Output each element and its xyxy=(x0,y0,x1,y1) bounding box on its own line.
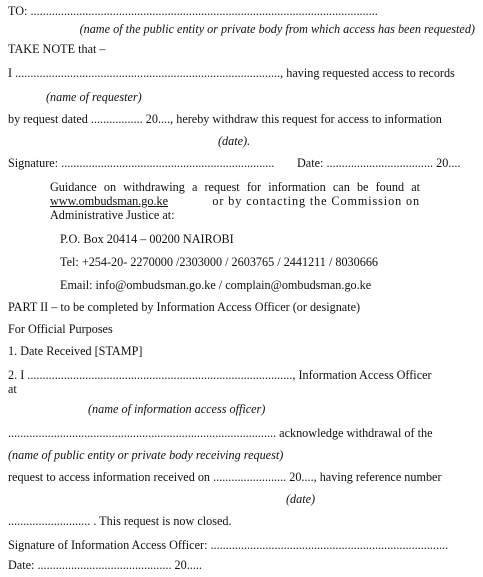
requester-hint: (name of requester) xyxy=(46,90,142,104)
officer-name-line: 2. I ......................................................................................., Information Access Officer xyxy=(8,368,432,382)
part-two-heading: PART II – to be completed by Information Access Officer (or designate) xyxy=(8,300,361,314)
date-received-stamp: 1. Date Received [STAMP] xyxy=(8,344,143,358)
requester-line: I ......................................................................................., having requested access to records xyxy=(8,66,455,80)
entity-hint: (name of public entity or private body receiving request) xyxy=(8,448,284,462)
acknowledge-line: ........................................................................................ acknowledge withdrawal of the xyxy=(8,426,433,440)
email-addresses: Email: info@ombudsman.go.ke / complain@ombudsman.go.ke xyxy=(60,278,372,292)
take-note-heading: TAKE NOTE that – xyxy=(8,42,106,56)
official-purposes-label: For Official Purposes xyxy=(8,322,113,336)
guidance-line-2 xyxy=(50,194,420,208)
to-line: TO: .................................................................................................................. xyxy=(8,4,378,18)
signature-line: Signature: ...................................................................... xyxy=(8,156,275,170)
received-date-hint: (date) xyxy=(286,492,316,506)
guidance-line-3: Administrative Justice at: xyxy=(50,208,175,222)
po-box: P.O. Box 20414 – 00200 NAIROBI xyxy=(60,232,234,246)
received-line: request to access information received on ........................ 20...., having reference number xyxy=(8,470,442,484)
officer-signature-line: Signature of Information Access Officer: .............................................................................. xyxy=(8,538,449,552)
guidance-line-1: Guidance on withdrawing a request for information can be found at xyxy=(50,180,420,194)
officer-at: at xyxy=(8,382,17,396)
to-hint: (name of the public entity or private body from which access has been requested) xyxy=(79,22,475,36)
telephone-numbers: Tel: +254-20- 2270000 /2303000 / 2603765 / 2441211 / 8030666 xyxy=(60,255,379,269)
request-closed-line: ........................... . This request is now closed. xyxy=(8,514,232,528)
ombudsman-website-link[interactable]: www.ombudsman.go.ke xyxy=(50,194,169,208)
final-date-line: Date: ............................................ 20..... xyxy=(8,558,202,572)
signature-date-line: Date: ................................... 20.... xyxy=(297,156,461,170)
guidance-line-2-text: or by contacting the Commission on xyxy=(212,194,420,208)
request-dated-line: by request dated ................. 20...., hereby withdraw this request for access to information xyxy=(8,112,442,126)
date-hint: (date). xyxy=(218,134,251,148)
officer-hint: (name of information access officer) xyxy=(88,402,266,416)
